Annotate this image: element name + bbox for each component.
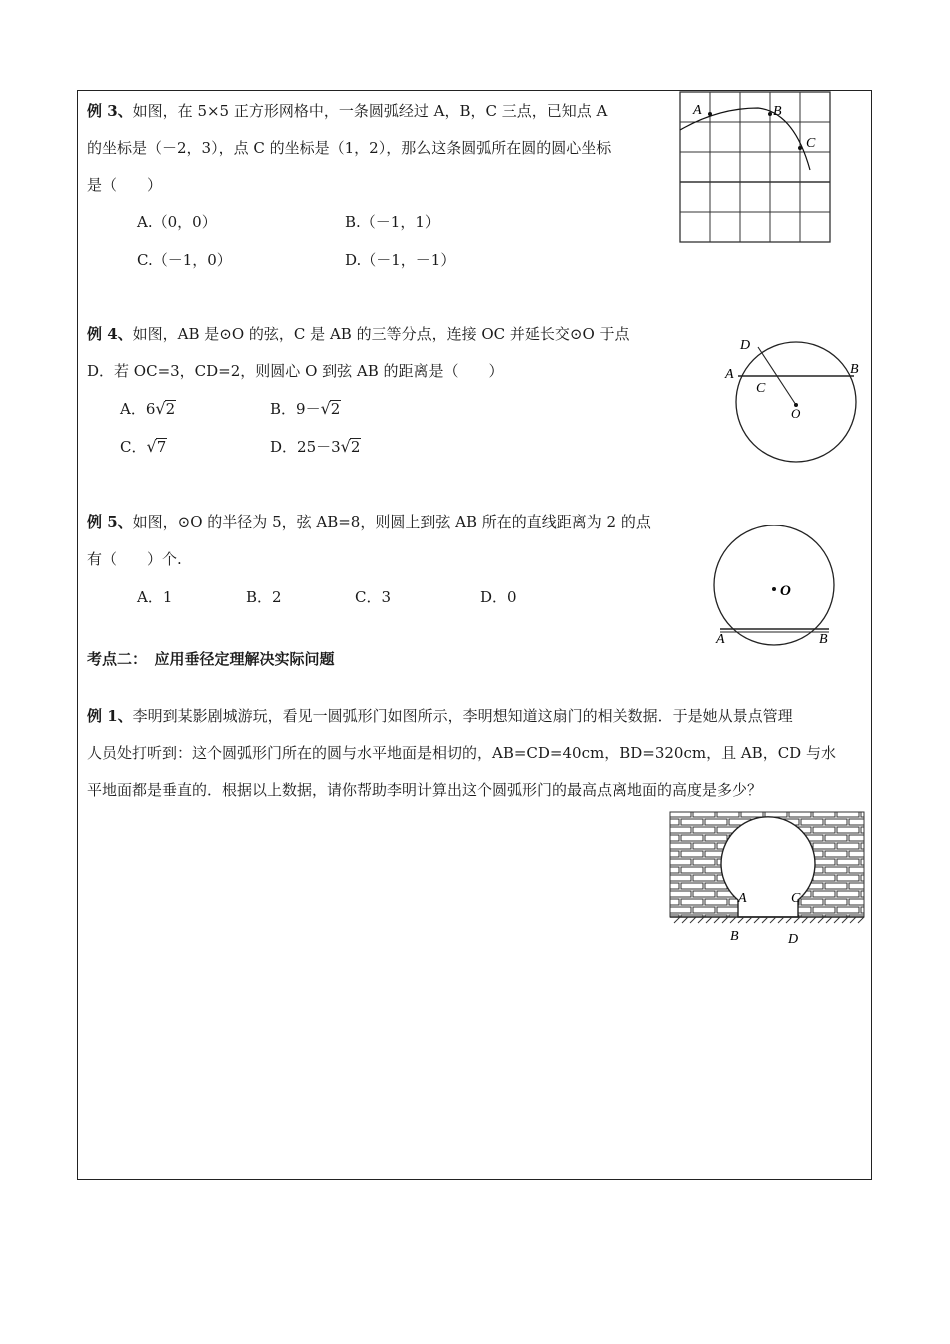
ex1-line2: 人员处打听到：这个圆弧形门所在的圆与水平地面是相切的，AB=CD=40cm，BD=320cm，且 AB，CD 与水 <box>87 744 836 762</box>
ex4-option-a-text: A．6 <box>120 400 156 418</box>
ex3-option-b: B.（－1，1） <box>345 213 440 231</box>
ex4-label-b: B <box>850 362 859 377</box>
ex5-label-a: A <box>716 632 725 647</box>
ex3-option-a: A.（0，0） <box>137 213 217 231</box>
ex3-grid-figure <box>678 90 834 246</box>
ex4-option-c-radicand: 7 <box>156 438 167 456</box>
ex4-option-d: D．25－3√2 <box>270 437 361 456</box>
ex4-text1: 如图，AB 是⊙O 的弦，C 是 AB 的三等分点，连接 OC 并延长交⊙O 于点 <box>132 325 630 343</box>
ex5-option-b: B．2 <box>246 588 282 606</box>
ex4-option-c: C．√7 <box>120 437 167 456</box>
ex3-label-c: C <box>806 136 816 151</box>
ex1-arch-door-figure <box>668 810 868 950</box>
ex4-label-c: C <box>756 381 766 396</box>
ex4-label-o: O <box>791 406 801 421</box>
ex4-option-c-text: C． <box>120 438 147 456</box>
ex4-option-d-text: D．25－3 <box>270 438 341 456</box>
ex5-option-c: C．3 <box>355 588 392 606</box>
ex4-label-a: A <box>725 367 734 382</box>
ex5-label-b: B <box>819 632 828 647</box>
ex3-label-b: B <box>773 104 782 119</box>
ex4-option-b-text: B．9－ <box>270 400 321 418</box>
ex1-text1: 李明到某影剧城游玩，看见一圆弧形门如图所示，李明想知道这扇门的相关数据．于是她从景点管理 <box>132 707 793 725</box>
ex3-label: 例 3、 <box>87 102 133 120</box>
ex4-line1 <box>87 324 630 344</box>
ex1-label-b: B <box>730 929 739 944</box>
ex4-label-d: D <box>740 338 751 353</box>
ex4-option-b-radicand: 2 <box>330 400 341 418</box>
ex4-option-a-radicand: 2 <box>165 400 176 418</box>
ex5-label: 例 5、 <box>87 513 133 531</box>
ex1-label-d: D <box>788 932 799 947</box>
ex5-option-d: D．0 <box>480 588 517 606</box>
ex4-option-b: B．9－√2 <box>270 399 341 418</box>
ex1-label-a: A <box>738 891 747 906</box>
ex1-line3: 平地面都是垂直的．根据以上数据，请你帮助李明计算出这个圆弧形门的最高点离地面的高度是多少？ <box>87 781 763 799</box>
ex3-text1: 如图，在 5×5 正方形网格中，一条圆弧经过 A，B，C 三点，已知点 A <box>132 102 608 120</box>
ex4-line2: D．若 OC=3，CD=2，则圆心 O 到弦 AB 的距离是（ ） <box>87 362 504 380</box>
ex4-label: 例 4、 <box>87 325 133 343</box>
ex1-label: 例 1、 <box>87 707 133 725</box>
section2-title: 考点二： 应用垂径定理解决实际问题 <box>87 650 335 668</box>
ex3-option-d: D.（－1，－1） <box>345 251 456 269</box>
ex3-line1 <box>87 101 607 121</box>
ex3-line3: 是（ ） <box>87 176 163 194</box>
ex3-option-c: C.（－1，0） <box>137 251 232 269</box>
ex5-line2: 有（ ）个. <box>87 550 182 568</box>
ex3-line2: 的坐标是（－2，3），点 C 的坐标是（1，2），那么这条圆弧所在圆的圆心坐标 <box>87 139 612 157</box>
ex1-label-c: C <box>791 891 801 906</box>
ex5-label-o: O <box>780 583 791 599</box>
ex5-option-a: A．1 <box>137 588 173 606</box>
ex4-circle-figure <box>720 336 870 466</box>
ex1-line1 <box>87 706 793 726</box>
ex5-text1: 如图，⊙O 的半径为 5，弦 AB=8，则圆上到弦 AB 所在的直线距离为 2 的点 <box>132 513 651 531</box>
ex3-label-a: A <box>693 103 702 118</box>
ex5-line1 <box>87 512 651 532</box>
ex5-circle-figure <box>706 525 851 650</box>
ex4-option-d-radicand: 2 <box>350 438 361 456</box>
ex4-option-a: A．6√2 <box>120 399 176 418</box>
